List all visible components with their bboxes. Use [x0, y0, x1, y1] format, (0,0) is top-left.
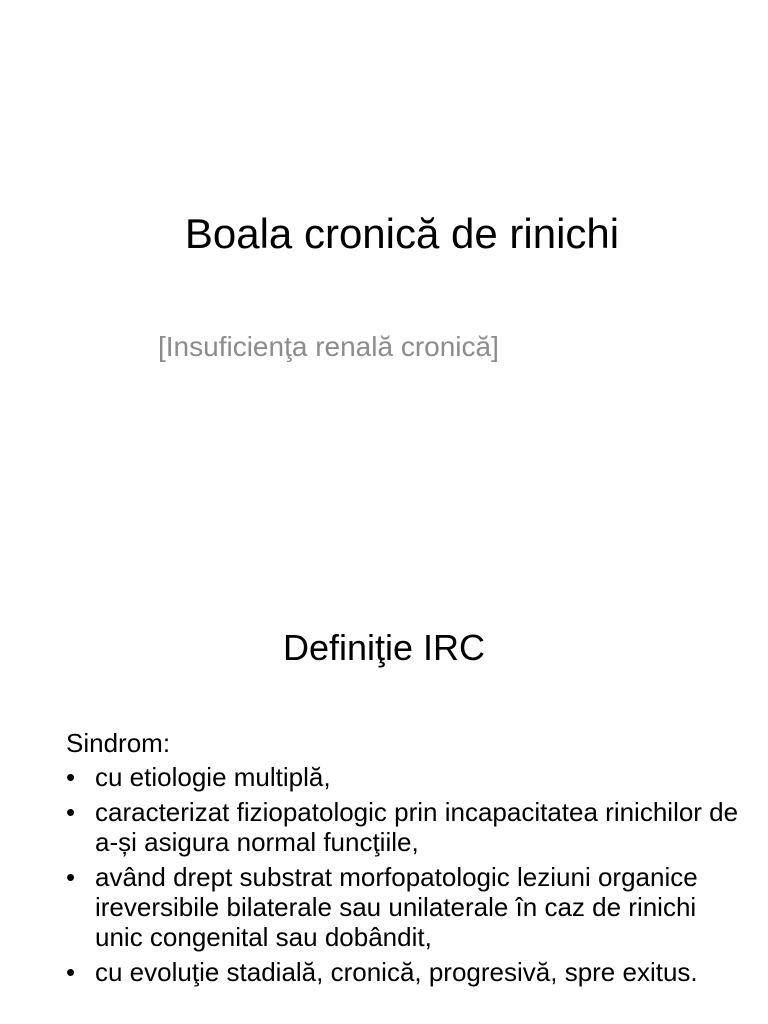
bullet-icon: • [66, 797, 76, 827]
definition-slide [0, 578, 768, 1024]
bullet-icon: • [66, 957, 76, 987]
list-item [66, 797, 746, 857]
slide-subtitle: [Insuficienţa renală cronică] [158, 331, 499, 362]
list-item-text: caracterizat fiziopatologic prin incapacitatea rinichilor de a-și asigura normal funcţiile, [95, 797, 739, 857]
bullet-list [66, 762, 746, 987]
list-item-text: cu evoluţie stadială, cronică, progresivă, spre exitus. [95, 957, 698, 987]
list-item-text: având drept substrat morfopatologic leziuni organice ireversibile bilaterale sau unilaterale în caz de rinichi unic congenital sau dobândit, [95, 862, 698, 952]
bullet-icon: • [66, 862, 76, 892]
slide-content [66, 728, 746, 992]
list-item-text: cu etiologie multiplă, [95, 762, 331, 792]
lead-text: Sindrom: [66, 728, 171, 758]
list-item [66, 762, 746, 792]
slide-title: Definiţie IRC [282, 627, 486, 668]
list-item [66, 957, 746, 987]
slide-title: Boala cronică de rinichi [184, 210, 620, 257]
list-item [66, 862, 746, 952]
bullet-icon: • [66, 762, 76, 792]
